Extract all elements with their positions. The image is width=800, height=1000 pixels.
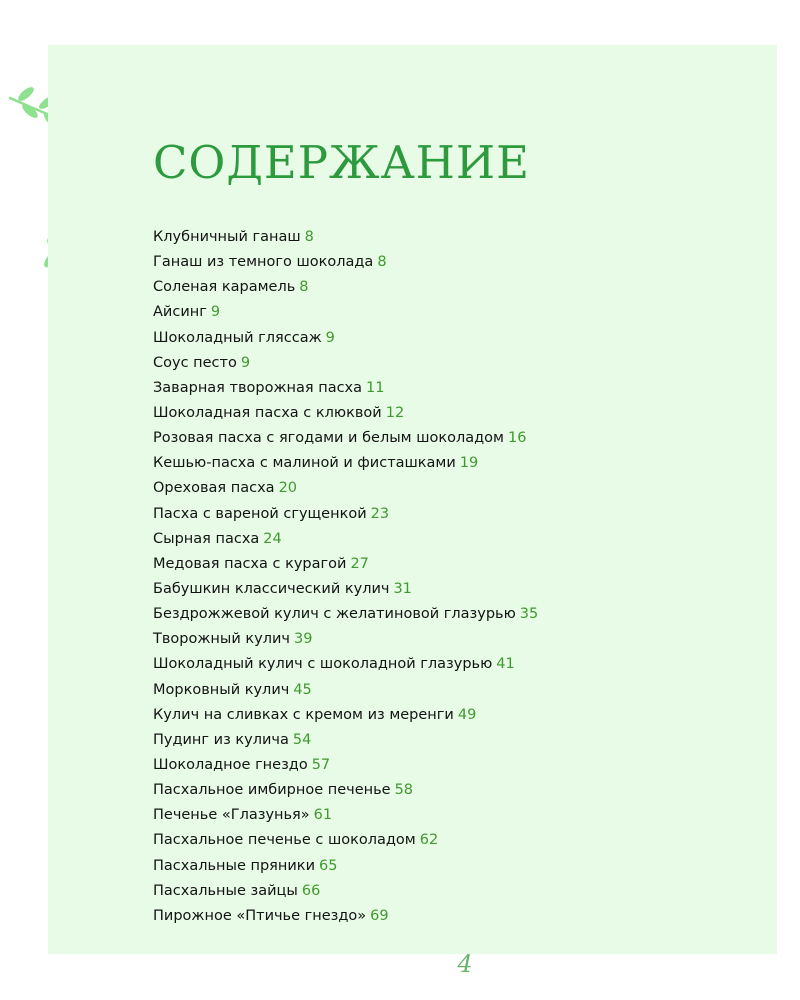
toc-entry: [153, 728, 538, 753]
toc-entry: [153, 476, 538, 501]
toc-entry-title: Пудинг из кулича: [153, 731, 289, 748]
toc-entry-page: 49: [457, 706, 477, 723]
toc-entry: [153, 250, 538, 275]
page-number: 4: [457, 950, 473, 978]
toc-entry: [153, 426, 538, 451]
toc-entry-title: Печенье «Глазунья»: [153, 807, 310, 824]
toc-entry-title: Пасхальное печенье с шоколадом: [153, 832, 416, 849]
toc-entry-title: Сырная пасха: [153, 530, 260, 547]
toc-entry-page: 16: [507, 430, 527, 447]
toc-entry-title: Соленая карамель: [153, 279, 296, 296]
toc-entry-page: 45: [293, 681, 312, 698]
toc-entry-title: Ганаш из темного шоколада: [153, 254, 374, 271]
toc-entry-page: 8: [377, 254, 387, 271]
toc-entry-page: 27: [350, 555, 369, 572]
toc-entry-page: 9: [210, 304, 221, 321]
toc-entry-title: Пасхальные пряники: [153, 857, 315, 874]
page-title: СОДЕРЖАНИЕ: [153, 136, 531, 189]
toc-entry: [153, 828, 538, 853]
toc-entry-page: 58: [394, 782, 414, 799]
toc-entry-page: 9: [325, 329, 335, 346]
table-of-contents: [153, 225, 538, 929]
toc-entry-title: Медовая пасха с курагой: [153, 555, 347, 572]
toc-entry-page: 12: [385, 404, 405, 421]
toc-entry: [153, 627, 538, 652]
toc-entry-page: 62: [419, 832, 439, 849]
toc-entry-page: 54: [292, 731, 312, 748]
toc-entry: [153, 326, 538, 351]
toc-entry: [153, 904, 538, 929]
toc-entry: [153, 401, 538, 426]
toc-entry: [153, 552, 538, 577]
toc-entry: [153, 703, 538, 728]
toc-entry-page: 8: [299, 279, 309, 296]
toc-entry: [153, 652, 538, 677]
toc-entry-title: Пасха с вареной сгущенкой: [153, 505, 367, 522]
toc-entry-page: 19: [459, 455, 479, 472]
toc-entry-page: 66: [301, 882, 321, 899]
toc-entry-title: Пирожное «Птичье гнездо»: [153, 907, 367, 924]
toc-entry-title: Морковный кулич: [153, 681, 290, 698]
book-page: [48, 45, 777, 978]
toc-entry-page: 11: [366, 379, 385, 396]
toc-entry: [153, 577, 538, 602]
toc-entry-title: Кулич на сливках с кремом из меренги: [153, 706, 454, 723]
toc-entry: [153, 502, 538, 527]
toc-entry: [153, 225, 538, 250]
toc-entry-title: Кешью-пасха с малиной и фисташками: [153, 455, 456, 472]
toc-entry: [153, 678, 538, 703]
toc-entry-title: Шоколадное гнездо: [153, 756, 308, 773]
toc-entry-page: 20: [278, 480, 298, 497]
toc-entry-page: 8: [304, 229, 314, 245]
toc-entry-page: 31: [393, 580, 412, 597]
toc-entry-title: Заварная творожная пасха: [153, 379, 363, 396]
toc-entry: [153, 778, 538, 803]
toc-entry: [153, 300, 538, 325]
toc-entry: [153, 803, 538, 828]
toc-entry-title: Соус песто: [153, 354, 237, 371]
toc-entry: [153, 351, 538, 376]
toc-entry: [153, 275, 538, 300]
toc-entry-page: 9: [240, 354, 251, 371]
toc-entry-title: Ореховая пасха: [153, 480, 275, 497]
toc-entry-title: Айсинг: [153, 304, 207, 321]
toc-entry-page: 61: [313, 807, 333, 824]
toc-entry-page: 39: [293, 631, 313, 648]
toc-entry-page: 57: [311, 756, 331, 773]
toc-entry-page: 65: [319, 857, 338, 874]
toc-entry-title: Пасхальное имбирное печенье: [153, 782, 391, 799]
toc-entry: [153, 753, 538, 778]
toc-entry: [153, 879, 538, 904]
toc-entry-title: Шоколадная пасха с клюквой: [153, 404, 382, 421]
toc-entry-title: Творожный кулич: [153, 631, 290, 648]
toc-entry-page: 35: [519, 606, 539, 623]
toc-entry: [153, 451, 538, 476]
toc-entry-page: 69: [370, 907, 389, 924]
toc-entry-page: 24: [263, 530, 282, 547]
toc-entry-title: Шоколадный кулич с шоколадной глазурью: [153, 656, 493, 673]
toc-entry-page: 23: [370, 505, 390, 522]
toc-entry: [153, 602, 538, 627]
toc-entry-title: Пасхальные зайцы: [153, 882, 298, 899]
toc-entry-title: Бездрожжевой кулич с желатиновой глазурью: [153, 606, 516, 623]
toc-entry-title: Шоколадный глясcаж: [153, 329, 322, 346]
toc-entry-page: 41: [496, 656, 515, 673]
toc-entry: [153, 854, 538, 879]
toc-entry-title: Розовая пасха с ягодами и белым шоколадом: [153, 430, 504, 447]
toc-entry-title: Бабушкин классический кулич: [153, 580, 390, 597]
toc-entry: [153, 527, 538, 552]
toc-entry: [153, 376, 538, 401]
toc-entry-title: Клубничный ганаш: [153, 229, 301, 245]
